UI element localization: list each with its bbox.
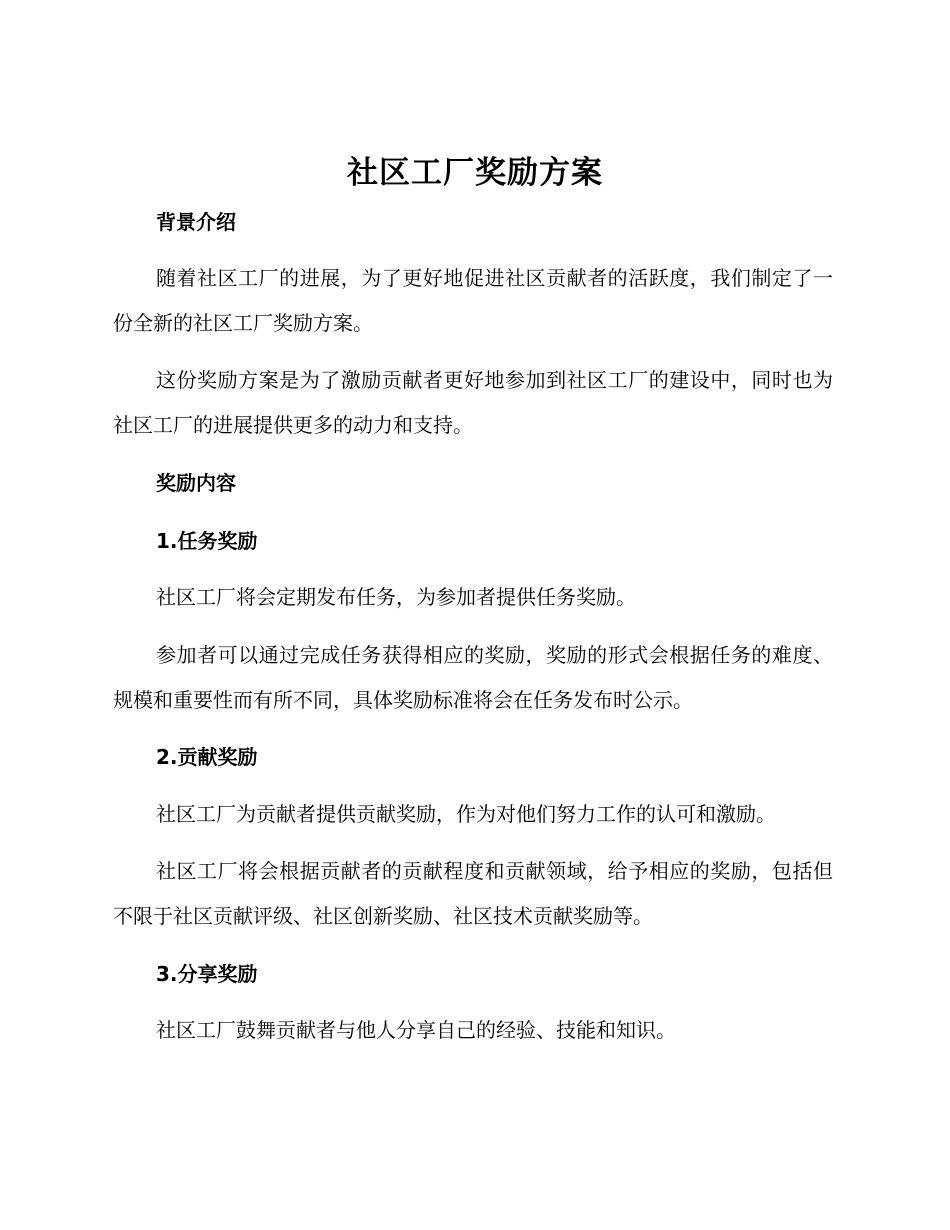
paragraph-background-2: 这份奖励方案是为了激励贡献者更好地参加到社区工厂的建设中，同时也为社区工厂的进展提供更多的动力和支持。 — [113, 368, 833, 437]
section-heading-background: 背景介绍 — [156, 210, 236, 234]
paragraph-contribution-reward-1: 社区工厂为贡献者提供贡献奖励，作为对他们努力工作的认可和激励。 — [156, 802, 776, 826]
paragraph-background-1: 随着社区工厂的进展，为了更好地促进社区贡献者的活跃度，我们制定了一份全新的社区工厂奖励方案。 — [113, 266, 833, 335]
paragraph-task-reward-1: 社区工厂将会定期发布任务，为参加者提供任务奖励。 — [156, 585, 636, 609]
paragraph-contribution-reward-2: 社区工厂将会根据贡献者的贡献程度和贡献领域，给予相应的奖励，包括但不限于社区贡献评级、社区创新奖励、社区技术贡献奖励等。 — [113, 859, 833, 928]
section-heading-task-reward: 1.任务奖励 — [156, 529, 258, 553]
document-title: 社区工厂奖励方案 — [347, 155, 603, 191]
paragraph-task-reward-2: 参加者可以通过完成任务获得相应的奖励，奖励的形式会根据任务的难度、规模和重要性而有所不同，具体奖励标准将会在任务发布时公示。 — [113, 643, 833, 712]
section-heading-sharing-reward: 3.分享奖励 — [156, 962, 258, 986]
section-heading-contribution-reward: 2.贡献奖励 — [156, 745, 258, 769]
section-heading-reward-content: 奖励内容 — [156, 471, 236, 495]
paragraph-sharing-reward-1: 社区工厂鼓舞贡献者与他人分享自己的经验、技能和知识。 — [156, 1018, 676, 1042]
